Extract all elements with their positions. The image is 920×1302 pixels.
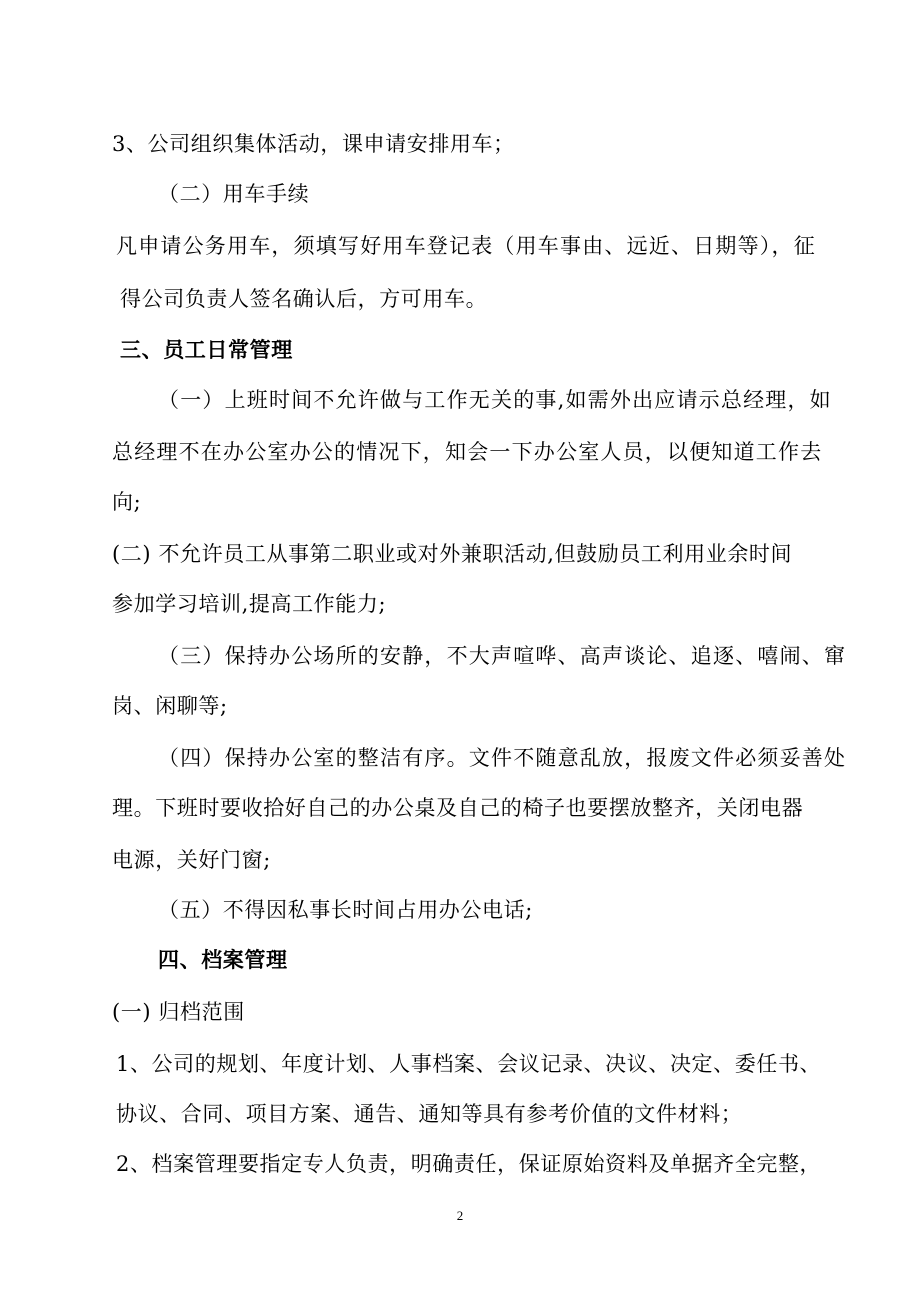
paragraph-line: （五）不得因私事长时间占用办公电话;: [158, 898, 533, 922]
section-heading-4: 四、档案管理: [158, 948, 288, 972]
subheading-vehicle-procedure: （二）用车手续: [158, 182, 310, 206]
paragraph-line: （三）保持办公场所的安静，不大声喧哗、高声谈论、追逐、嘻闹、窜: [158, 644, 847, 668]
list-item-2-archive: 2、档案管理要指定专人负责，明确责任，保证原始资料及单据齐全完整，: [116, 1152, 822, 1176]
list-item-1-archive: 1、公司的规划、年度计划、人事档案、会议记录、决议、决定、委任书、: [116, 1052, 822, 1076]
paragraph-line: (二) 不允许员工从事第二职业或对外兼职活动,但鼓励员工利用业余时间: [112, 542, 793, 566]
paragraph-line: 得公司负责人签名确认后，方可用车。: [120, 287, 488, 311]
paragraph-line: 电源，关好门窗;: [112, 848, 271, 872]
paragraph-line: （四）保持办公室的整洁有序。文件不随意乱放，报废文件必须妥善处: [158, 746, 847, 770]
subheading-archive-scope: (一) 归档范围: [112, 1000, 245, 1024]
paragraph-line: 凡申请公务用车，须填写好用车登记表（用车事由、远近、日期等），征: [116, 234, 816, 258]
section-heading-3: 三、员工日常管理: [120, 338, 293, 362]
paragraph-line: 理。下班时要收拾好自己的办公桌及自己的椅子也要摆放整齐，关闭电器: [112, 796, 804, 820]
paragraph-line: 参加学习培训,提高工作能力;: [112, 592, 387, 616]
page-number: 2: [456, 1208, 464, 1223]
paragraph-line: （一）上班时间不允许做与工作无关的事,如需外出应请示总经理，如: [158, 388, 832, 412]
list-item-3-vehicle: 3、公司组织集体活动，课申请安排用车；: [112, 132, 515, 156]
paragraph-line: 协议、合同、项目方案、通告、通知等具有参考价值的文件材料；: [116, 1102, 743, 1126]
paragraph-line: 总经理不在办公室办公的情况下，知会一下办公室人员，以便知道工作去: [112, 440, 823, 464]
paragraph-line: 岗、闲聊等;: [112, 694, 228, 718]
paragraph-line: 向;: [112, 490, 142, 514]
